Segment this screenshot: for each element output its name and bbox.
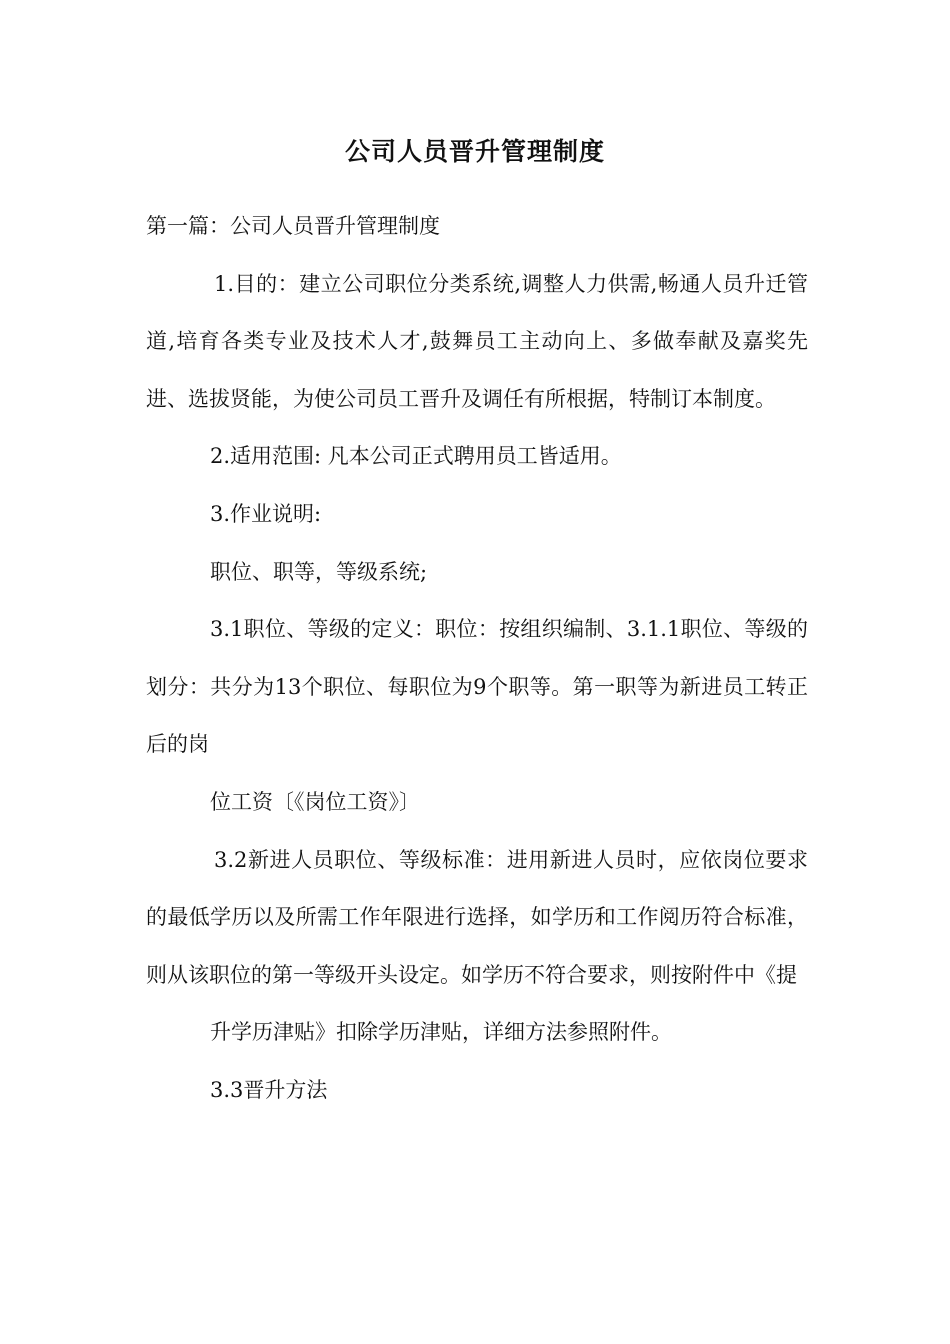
document-title: 公司人员晋升管理制度 [344,137,605,166]
paragraph-3-3-promotion: 3.3晋升方法 [210,1077,328,1102]
paragraph-purpose: 1.目的：建立公司职位分类系统,调整人力供需,畅通人员升迁管道,培育各类专业及技术人才,鼓舞员工主动向上、多做奉献及嘉奖先进、选拔贤能，为使公司员工晋升及调任有所根据，特制订本制度。 [146,271,808,411]
paragraph-scope: 2.适用范围: 凡本公司正式聘用员工皆适用。 [210,444,622,469]
paragraph-operation-heading: 3.作业说明: [210,501,322,526]
paragraph-education-allowance: 升学历津贴》扣除学历津贴，详细方法参照附件。 [210,1020,672,1045]
paragraph-position-system: 职位、职等，等级系统; [210,559,428,584]
paragraph-position-wage: 位工资〔《岗位工资》〕 [210,789,420,814]
document-body [146,198,808,1120]
paragraph-3-2-new-staff: 3.2新进人员职位、等级标准：进用新进人员时，应依岗位要求的最低学历以及所需工作年限进行选择，如学历和工作阅历符合标准，则从该职位的第一等级开头设定。如学历不符合要求，则按附件中《提 [146,847,808,987]
paragraph-3-1-definition: 3.1职位、等级的定义：职位：按组织编制、3.1.1职位、等级的划分：共分为13个职位、每职位为9个职等。第一职等为新进员工转正后的岗 [146,617,808,757]
section-heading: 第一篇：公司人员晋升管理制度 [146,214,440,238]
